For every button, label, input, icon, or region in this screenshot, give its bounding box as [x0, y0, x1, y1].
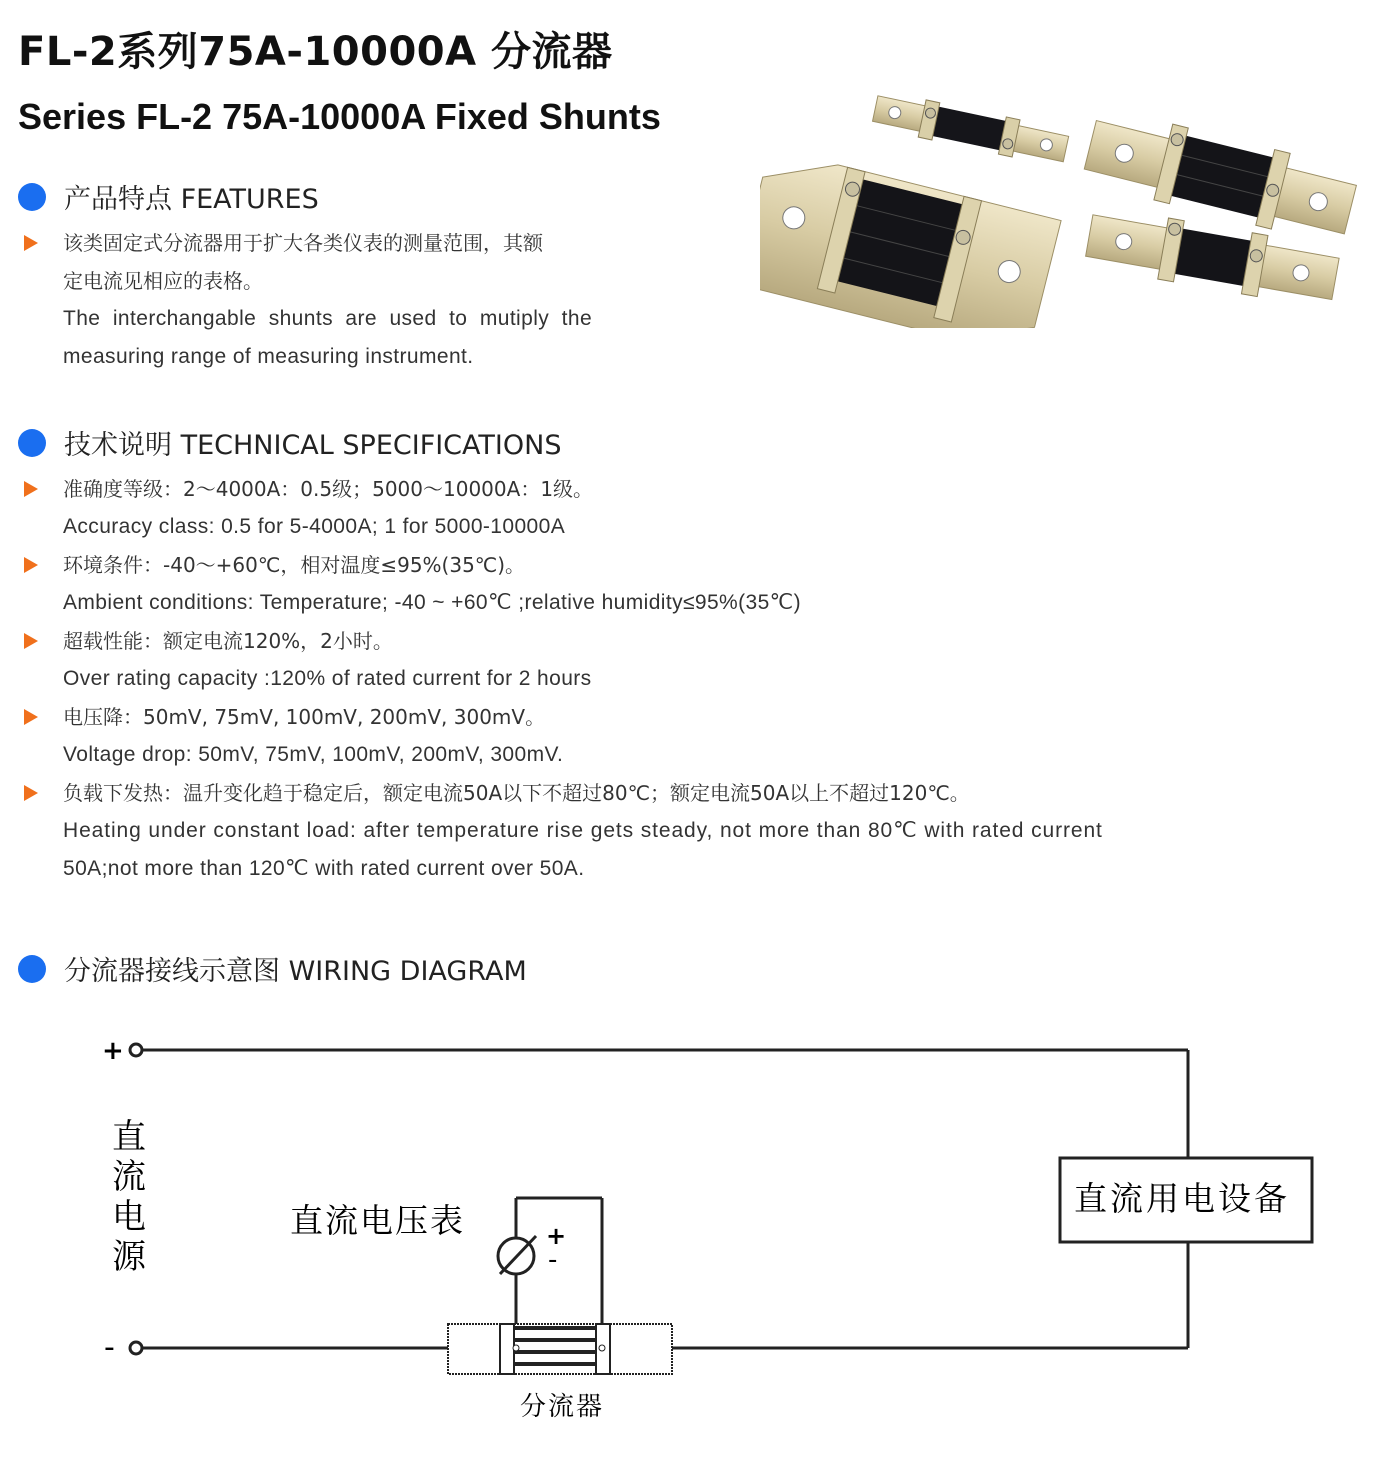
shunt-small-top	[871, 90, 1070, 168]
source-label-char: 直	[112, 1117, 146, 1157]
spec-item-cn: 环境条件：-40～+60℃，相对温度≤95%(35℃)。	[63, 553, 526, 577]
triangle-bullet-icon	[24, 481, 38, 497]
page-title-cn: FL-2系列75A-10000A 分流器	[18, 29, 613, 75]
spec-item-cn: 准确度等级：2～4000A：0.5级；5000～10000A：1级。	[63, 477, 594, 501]
spec-item-en: 50A;not more than 120℃ with rated current over 50A.	[63, 857, 585, 880]
positive-terminal	[130, 1044, 142, 1056]
minus-sign: -	[104, 1330, 115, 1365]
bullet-dot-icon	[18, 955, 46, 983]
wiring-heading-text: 分流器接线示意图 WIRING DIAGRAM	[64, 956, 527, 987]
triangle-bullet-icon	[24, 633, 38, 649]
features-section-heading	[18, 177, 319, 216]
wiring-section-heading	[18, 949, 527, 988]
shunt-large-left	[760, 148, 1061, 328]
negative-terminal	[130, 1342, 142, 1354]
voltmeter-label: 直流电压表	[290, 1201, 465, 1240]
shunt-label: 分流器	[520, 1392, 605, 1422]
spec-item-cn: 负载下发热：温升变化趋于稳定后，额定电流50A以下不超过80℃；额定电流50A以上不超过120℃。	[63, 781, 970, 805]
source-label-char: 电	[112, 1197, 146, 1237]
wiring-diagram	[80, 1010, 1340, 1450]
page-title-en: Series FL-2 75A-10000A Fixed Shunts	[18, 96, 661, 137]
spec-item-en: Heating under constant load: after temperature rise gets steady, not more than 80℃ with rated current	[63, 819, 1103, 842]
source-label-char: 流	[112, 1157, 146, 1197]
triangle-bullet-icon	[24, 235, 38, 251]
features-heading-text: 产品特点 FEATURES	[64, 184, 319, 215]
meter-minus-sign: -	[548, 1245, 558, 1275]
specs-heading-text: 技术说明 TECHNICAL SPECIFICATIONS	[64, 430, 562, 461]
shunt-symbol	[448, 1324, 672, 1374]
triangle-bullet-icon	[24, 557, 38, 573]
spec-item-cn: 超载性能：额定电流120%，2小时。	[63, 629, 393, 653]
spec-item-en: Accuracy class: 0.5 for 5-4000A; 1 for 5000-10000A	[63, 515, 566, 538]
bullet-dot-icon	[18, 429, 46, 457]
source-label-char: 源	[112, 1237, 146, 1277]
specs-section-heading	[18, 423, 561, 462]
features-text-en-2: measuring range of measuring instrument.	[63, 345, 474, 368]
spec-item-cn: 电压降：50mV, 75mV, 100mV, 200mV, 300mV。	[63, 705, 546, 729]
product-photo	[760, 78, 1372, 328]
meter-plus-sign: +	[546, 1222, 567, 1250]
features-text-en-1: The interchangable shunts are used to mutiply the	[63, 307, 593, 330]
spec-item-en: Over rating capacity :120% of rated current for 2 hours	[63, 667, 592, 690]
spec-item-en: Ambient conditions: Temperature; -40 ~ +60℃ ;relative humidity≤95%(35℃)	[63, 591, 802, 614]
features-text-cn-2: 定电流见相应的表格。	[63, 269, 263, 293]
plus-sign: +	[102, 1036, 124, 1066]
bullet-dot-icon	[18, 183, 46, 211]
triangle-bullet-icon	[24, 785, 38, 801]
features-text-cn-1: 该类固定式分流器用于扩大各类仪表的测量范围，其额	[63, 231, 543, 255]
spec-item-en: Voltage drop: 50mV, 75mV, 100mV, 200mV, 300mV.	[63, 743, 564, 766]
triangle-bullet-icon	[24, 709, 38, 725]
equipment-label: 直流用电设备	[1074, 1179, 1290, 1218]
